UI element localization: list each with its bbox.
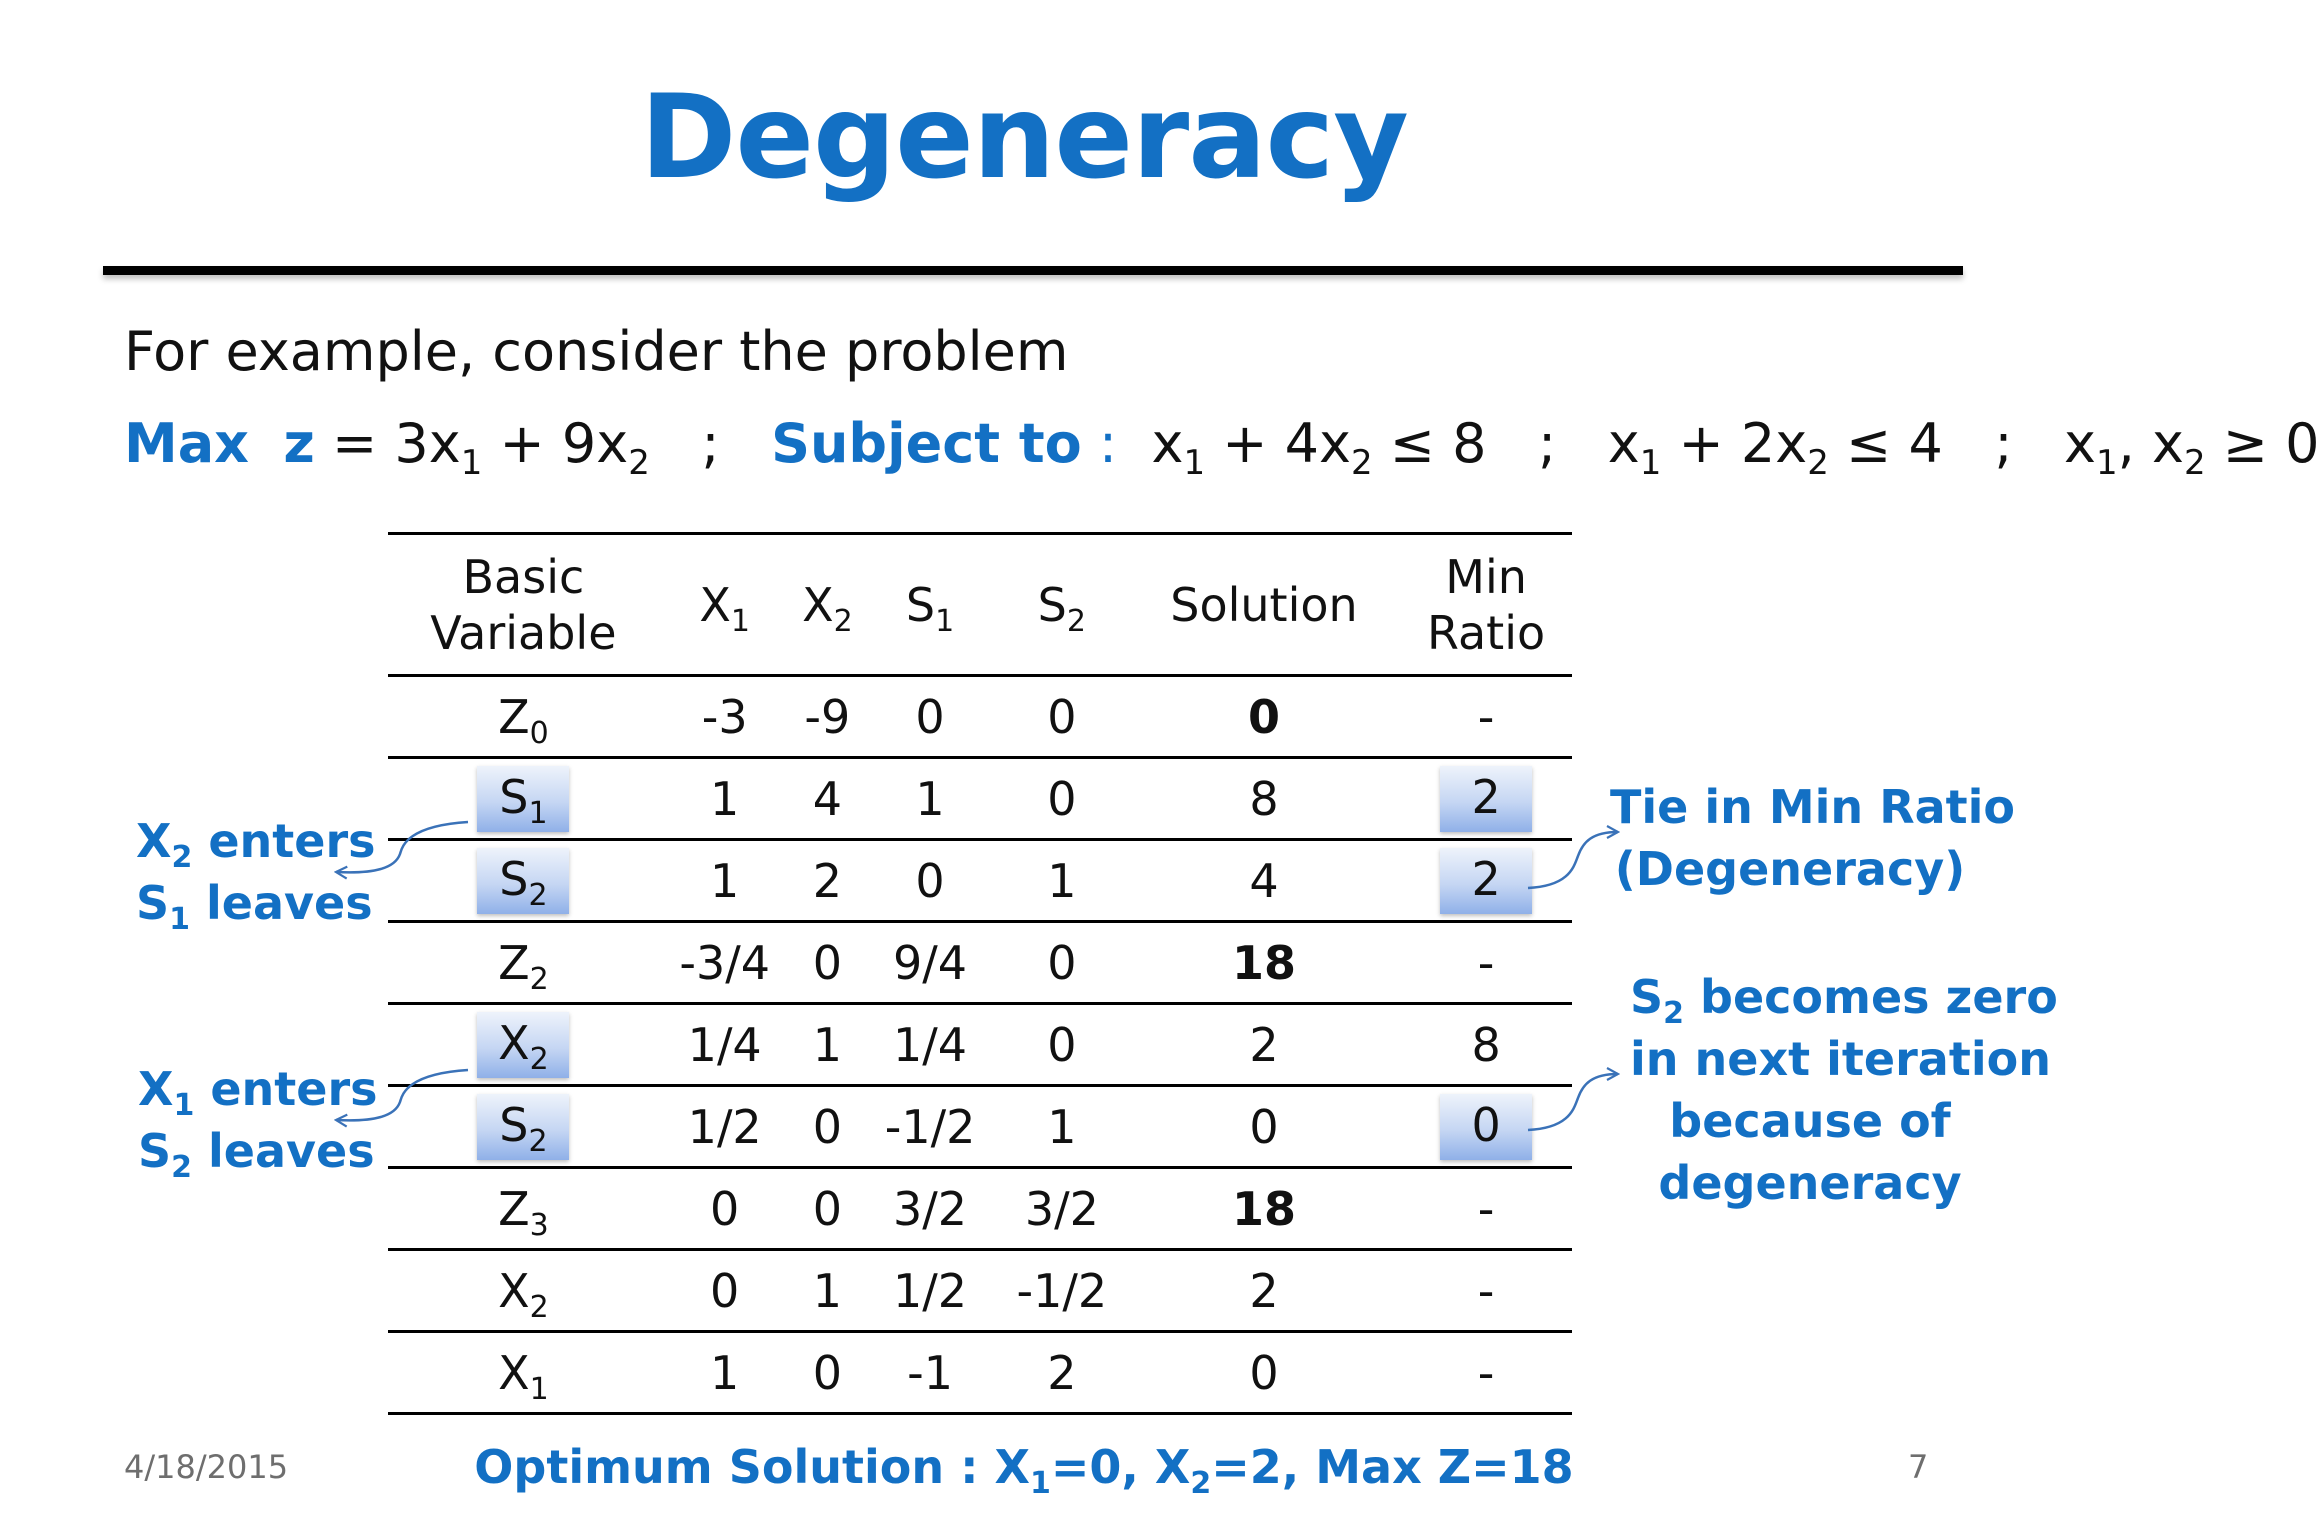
max-label: Max xyxy=(124,412,250,475)
cell-solution: 0 xyxy=(1249,1345,1279,1400)
cell-basic: $X_1$ xyxy=(498,1345,549,1407)
cell-s1: 1/2 xyxy=(893,1263,968,1318)
objective-expr: = $3x_1 + 9x_2$ xyxy=(331,412,650,483)
cell-s1: 0 xyxy=(915,853,945,908)
cell-ratio: - xyxy=(1477,1345,1495,1400)
cell-solution: 18 xyxy=(1231,935,1296,990)
separator: ; xyxy=(1538,412,1557,475)
annotation-line: $X_2$ enters xyxy=(136,814,376,875)
arrow-tie xyxy=(1528,832,1618,888)
cell-x1: 1 xyxy=(710,1345,740,1400)
slide-title: Degeneracy xyxy=(640,70,1408,205)
cell-x2: 2 xyxy=(812,853,842,908)
cell-s2: 2 xyxy=(1047,1345,1077,1400)
annotation-tie xyxy=(1610,776,2016,900)
column-header: $S_2$ xyxy=(1037,577,1086,639)
cell-x2: 1 xyxy=(812,1017,842,1072)
cell-ratio: 8 xyxy=(1471,1017,1501,1072)
highlighted-cell: $S_2$ xyxy=(477,1094,569,1160)
cell-x2: 1 xyxy=(812,1263,842,1318)
annotation-line: $X_1$ enters xyxy=(138,1062,378,1123)
cell-x2: 4 xyxy=(812,771,842,826)
cell-s2: 0 xyxy=(1047,689,1077,744)
column-header: $X_2$ xyxy=(802,577,853,639)
cell-solution: 2 xyxy=(1249,1017,1279,1072)
cell-s2: 0 xyxy=(1047,771,1077,826)
footer-date: 4/18/2015 xyxy=(124,1448,289,1486)
constraint-1: $x_1 + 4x_2 \le 8$ xyxy=(1151,412,1487,483)
cell-x1: 0 xyxy=(710,1181,740,1236)
cell-x2: 0 xyxy=(812,1345,842,1400)
cell-x2: 0 xyxy=(812,1099,842,1154)
annotation-first-iteration xyxy=(136,810,376,937)
highlighted-cell: 2 xyxy=(1440,766,1532,832)
cell-x1: 0 xyxy=(710,1263,740,1318)
subject-to-label: Subject to xyxy=(771,412,1082,475)
cell-ratio: - xyxy=(1477,689,1495,744)
cell-x1: 1 xyxy=(710,771,740,826)
cell-x1: 1/4 xyxy=(687,1017,762,1072)
cell-x2: 0 xyxy=(812,1181,842,1236)
cell-basic: $X_2$ xyxy=(498,1263,549,1325)
highlighted-cell: $X_2$ xyxy=(477,1012,569,1078)
cell-s1: 1/4 xyxy=(893,1017,968,1072)
cell-basic: $Z_2$ xyxy=(498,935,549,997)
cell-solution: 0 xyxy=(1247,689,1280,744)
column-header: $X_1$ xyxy=(699,577,750,639)
page-number: 7 xyxy=(1908,1448,1929,1486)
annotation-line: degeneracy xyxy=(1658,1156,1962,1210)
highlighted-cell: $S_1$ xyxy=(477,766,569,832)
separator: ; xyxy=(701,412,720,475)
cell-s2: 0 xyxy=(1047,1017,1077,1072)
cell-s2: -1/2 xyxy=(1016,1263,1108,1318)
cell-ratio: - xyxy=(1477,935,1495,990)
cell-solution: 4 xyxy=(1249,853,1279,908)
cell-s2: 1 xyxy=(1047,853,1077,908)
annotation-line: $S_1$ leaves xyxy=(136,876,373,937)
cell-x2: -9 xyxy=(804,689,851,744)
column-header: Basic Variable xyxy=(430,549,617,660)
cell-s1: 0 xyxy=(915,689,945,744)
highlighted-cell: $S_2$ xyxy=(477,848,569,914)
cell-basic: $Z_0$ xyxy=(498,689,549,751)
cell-s2: 3/2 xyxy=(1024,1181,1099,1236)
cell-ratio: - xyxy=(1477,1181,1495,1236)
column-header: Solution xyxy=(1170,577,1358,632)
cell-s2: 0 xyxy=(1047,935,1077,990)
separator: ; xyxy=(1994,412,2013,475)
cell-ratio: - xyxy=(1477,1263,1495,1318)
cell-s1: -1 xyxy=(907,1345,953,1400)
annotation-line: (Degeneracy) xyxy=(1614,842,1966,896)
annotation-line: $S_2$ becomes zero xyxy=(1630,970,2058,1031)
cell-basic: $Z_3$ xyxy=(498,1181,549,1243)
arrow-zero xyxy=(1528,1074,1618,1130)
cell-s1: 9/4 xyxy=(893,935,968,990)
highlighted-cell: 2 xyxy=(1440,848,1532,914)
cell-solution: 2 xyxy=(1249,1263,1279,1318)
cell-x1: 1/2 xyxy=(687,1099,762,1154)
cell-solution: 18 xyxy=(1231,1181,1296,1236)
cell-solution: 0 xyxy=(1249,1099,1279,1154)
cell-s2: 1 xyxy=(1047,1099,1077,1154)
cell-s1: -1/2 xyxy=(884,1099,976,1154)
objective-var: z xyxy=(283,412,315,475)
optimum-solution: Optimum Solution : $X_1=0$, $X_2=2$, Max Z=18 xyxy=(474,1440,1574,1501)
annotation-line: Tie in Min Ratio xyxy=(1610,780,2016,834)
constraint-2: $x_1 + 2x_2 \le 4$ xyxy=(1607,412,1943,483)
annotation-line: in next iteration xyxy=(1630,1032,2051,1086)
cell-x1: -3 xyxy=(701,689,748,744)
annotation-line: because of xyxy=(1669,1094,1951,1148)
annotation-line: $S_2$ leaves xyxy=(138,1124,375,1185)
cell-s1: 3/2 xyxy=(893,1181,968,1236)
cell-x1: -3/4 xyxy=(679,935,770,990)
colon: : xyxy=(1098,412,1118,475)
highlighted-cell: 0 xyxy=(1440,1094,1532,1160)
cell-x1: 1 xyxy=(710,853,740,908)
column-header: Min Ratio xyxy=(1427,549,1546,660)
annotation-zero xyxy=(1630,966,2058,1214)
cell-x2: 0 xyxy=(812,935,842,990)
column-header: $S_1$ xyxy=(905,577,955,639)
cell-solution: 8 xyxy=(1249,771,1279,826)
annotation-second-iteration xyxy=(138,1058,378,1185)
intro-text: For example, consider the problem xyxy=(124,320,1069,383)
cell-s1: 1 xyxy=(915,771,945,826)
nonnegativity-constraint: $x_1$, $x_2 \ge 0$ xyxy=(2064,412,2320,483)
